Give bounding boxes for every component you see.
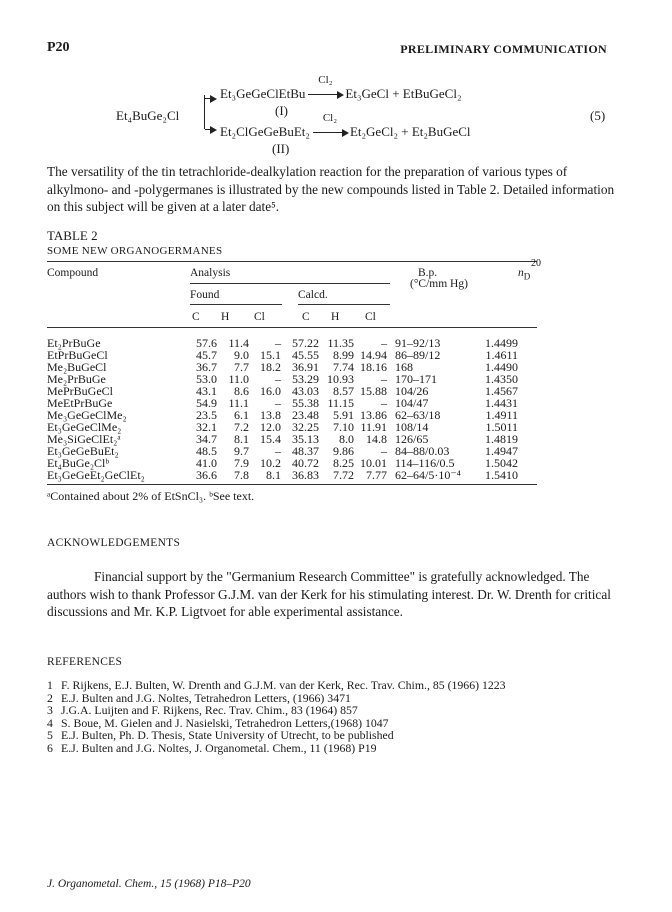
bottom-reaction [220,112,471,140]
calcd-rule [298,304,390,305]
top-reagent: Cl₂ [318,74,333,86]
cell-nd: 1.4911 [485,408,518,422]
cell-ch: 7.72 [333,468,354,482]
cell-compound: Me₃SiGeClEt₂ᵃ [47,432,121,446]
cell-nd: 1.4431 [485,396,518,410]
cell-fcl: 15.1 [260,348,281,362]
cell-cc: 36.83 [292,468,319,482]
table-bottom-rule [47,484,537,485]
cell-ccl: – [381,336,387,350]
cell-bp: 168 [395,360,413,374]
cell-compound: Et₃GeGeEt₂GeClEt₂ [47,468,145,482]
col-nd: $n_D$ [518,267,531,282]
cell-ccl: 14.8 [366,432,387,446]
cell-fh: 7.7 [234,360,249,374]
cell-fcl: 12.0 [260,420,281,434]
references-list [47,679,506,755]
cell-cc: 45.55 [292,348,319,362]
reference-number: 1 [47,678,53,692]
cell-fh: 7.9 [234,456,249,470]
equation-number: (5) [590,108,606,123]
cell-nd: 1.5410 [485,468,518,482]
table-body [47,337,518,481]
cell-compound: Me₃GeGeClMe₂ [47,408,127,422]
bottom-reagent-arrow [313,112,347,140]
reference-number: 3 [47,703,53,718]
reference-text: E.J. Bulten and J.G. Noltes, J. Organometal. Chem., 11 (1968) P19 [61,740,377,755]
reference-number: 4 [47,715,53,730]
col-calcd: Calcd. [298,289,328,301]
cell-bp: 114–116/0.5 [395,456,455,470]
col-bp: B.p. [418,267,438,279]
table-subtitle: SOME NEW ORGANOGERMANES [47,245,223,257]
table-row [47,361,518,373]
cell-nd: 1.4947 [485,444,518,458]
branch-arrow-bottom [205,129,215,130]
top-result: Et₃GeCl + EtBuGeCl₂ [345,86,462,101]
reference-number: 2 [47,690,53,705]
cell-nd: 1.4350 [485,372,518,386]
cell-ch: 10.93 [327,372,354,386]
branch-arrow-top [205,98,215,99]
bottom-result: Et₂GeCl₂ + Et₂BuGeCl [349,124,471,139]
cell-nd: 1.4611 [485,348,518,362]
analysis-rule [190,283,390,284]
col-found-c: C [192,311,200,323]
table-top-rule [47,261,537,262]
cell-fc: 36.6 [196,468,217,482]
cell-fh: 8.6 [234,384,249,398]
cell-fcl: – [275,336,281,350]
col-found-h: H [221,311,230,323]
cell-fh: 8.1 [234,432,249,446]
intro-paragraph: The versatility of the tin tetrachloride-dealkylation reaction for the preparation of various types of alkylmono- and -polygermanes is illustrated by the new compounds listed in Table 2. Detailed information on this subject will be given at a later date⁵. [47,164,615,214]
cell-bp: 170–171 [395,372,437,386]
col-compound: Compound [47,267,99,279]
cell-ch: 11.35 [327,336,354,350]
table-row [47,373,518,385]
cell-compound: EtPrBuGeCl [47,348,108,362]
table-row [47,349,518,361]
cell-fh: 9.0 [234,348,249,362]
cell-fc: 53.0 [196,372,217,386]
cell-cc: 23.48 [292,408,319,422]
cell-ch: 5.91 [333,408,354,422]
cell-fcl: 16.0 [260,384,281,398]
cell-ch: 8.0 [339,432,354,446]
cell-fc: 32.1 [196,420,217,434]
cell-ccl: 18.16 [360,360,387,374]
cell-bp: 126/65 [395,432,429,446]
cell-ch: 11.15 [327,396,354,410]
cell-compound: Et₃GeGeClMe₂ [47,420,122,434]
cell-compound: MeEtPrBuGe [47,396,113,410]
cell-fh: 11.1 [228,396,249,410]
cell-cc: 53.29 [292,372,319,386]
cell-fcl: 10.2 [260,456,281,470]
cell-compound: Et₃GeGeBuEt₂ [47,444,119,458]
cell-compound: Me₂BuGeCl [47,360,107,374]
reference-text: J.G.A. Luijten and F. Rijkens, Rec. Trav. Chim., 83 (1964) 857 [61,703,358,718]
cell-fc: 23.5 [196,408,217,422]
top-reagent-arrow [308,74,342,102]
cell-ccl: 10.01 [360,456,387,470]
col-found: Found [190,289,220,301]
ack-heading: ACKNOWLEDGEMENTS [47,537,181,549]
col-calcd-h: H [331,311,340,323]
cell-nd: 1.4567 [485,384,518,398]
cell-bp: 84–88/0.03 [395,444,450,458]
reference-number: 6 [47,740,53,755]
cell-fc: 43.1 [196,384,217,398]
cell-fcl: – [275,372,281,386]
cell-fc: 57.6 [196,336,217,350]
cell-ccl: 13.86 [360,408,387,422]
references-heading: REFERENCES [47,656,123,668]
nd-temperature: 20 [531,258,541,269]
cell-fh: 7.2 [234,420,249,434]
cell-bp: 104/26 [395,384,429,398]
cell-nd: 1.4499 [485,336,518,350]
top-product: Et₃GeGeClEtBu [220,86,306,101]
cell-ch: 8.99 [333,348,354,362]
reactant: Et₄BuGe₂Cl [116,108,180,123]
table-row [47,337,518,349]
cell-fc: 34.7 [196,432,217,446]
found-rule [190,304,282,305]
cell-fc: 45.7 [196,348,217,362]
reference-item [47,742,506,755]
top-reaction [220,74,462,102]
cell-fh: 6.1 [234,408,249,422]
page-number: P20 [47,40,70,55]
cell-fh: 11.4 [228,336,249,350]
cell-ccl: – [381,372,387,386]
table-header-rule [47,327,537,328]
cell-ch: 7.10 [333,420,354,434]
cell-fh: 9.7 [234,444,249,458]
reference-text: S. Boue, M. Gielen and J. Nasielski, Tetrahedron Letters,(1968) 1047 [61,715,389,730]
col-calcd-c: C [302,311,310,323]
cell-ch: 8.57 [333,384,354,398]
cell-ch: 8.25 [333,456,354,470]
cell-nd: 1.5011 [485,420,518,434]
cell-cc: 32.25 [292,420,319,434]
table-title: TABLE 2 [47,228,98,243]
cell-fcl: 15.4 [260,432,281,446]
cell-nd: 1.4490 [485,360,518,374]
cell-ccl: 14.94 [360,348,387,362]
col-bp-unit: (°C/mm Hg) [410,278,468,290]
journal-footer: J. Organometal. Chem., 15 (1968) P18–P20 [47,878,251,890]
cell-compound: MePrBuGeCl [47,384,113,398]
cell-fcl: – [275,396,281,410]
reference-text: F. Rijkens, E.J. Bulten, W. Drenth and G.J.M. van der Kerk, Rec. Trav. Chim., 85 (1966) 1223 [61,678,506,692]
bottom-reagent: Cl₂ [322,112,338,124]
ack-paragraph: Financial support by the "Germanium Research Committee" is gratefully acknowledged. The authors wish to thank Professor G.J.M. van der Kerk for his stimulating interest. Dr. W. Drenth for critical discussions and Mr. K.P. Ligtvoet for able experimental assistance. [47,569,611,619]
cell-nd: 1.4819 [485,432,518,446]
cell-compound: Et₄BuGe₂Clᵇ [47,456,110,470]
cell-cc: 55.38 [292,396,319,410]
cell-fh: 11.0 [228,372,249,386]
cell-fc: 48.5 [196,444,217,458]
cell-fc: 36.7 [196,360,217,374]
reference-number: 5 [47,728,53,743]
col-analysis: Analysis [190,267,231,279]
cell-ccl: 15.88 [360,384,387,398]
cell-nd: 1.5042 [485,456,518,470]
cell-cc: 36.91 [292,360,319,374]
cell-cc: 35.13 [292,432,319,446]
table-footnote: ᵃContained about 2% of EtSnCl₃. ᵇSee text. [47,489,255,503]
running-header: PRELIMINARY COMMUNICATION [400,42,607,56]
cell-bp: 86–89/12 [395,348,441,362]
cell-cc: 57.22 [292,336,319,350]
compound-label-II: (II) [272,141,290,156]
compound-label-I: (I) [275,103,288,118]
cell-fh: 7.8 [234,468,249,482]
cell-ccl: – [381,396,387,410]
cell-ch: 7.74 [333,360,354,374]
cell-fcl: – [275,444,281,458]
table-row [47,385,518,397]
cell-bp: 104/47 [395,396,429,410]
table-row [47,469,518,481]
cell-ccl: – [381,444,387,458]
cell-compound: Me₂PrBuGe [47,372,106,386]
cell-ccl: 7.77 [366,468,387,482]
cell-fc: 54.9 [196,396,217,410]
cell-cc: 40.72 [292,456,319,470]
cell-bp: 62–64/5·10⁻⁴ [395,468,461,482]
col-calcd-cl: Cl [365,311,376,323]
bottom-product: Et₂ClGeGeBuEt₂ [220,124,310,139]
cell-ch: 9.86 [333,444,354,458]
cell-fcl: 13.8 [260,408,281,422]
cell-bp: 91–92/13 [395,336,441,350]
cell-compound: Et₂PrBuGe [47,336,101,350]
cell-fc: 41.0 [196,456,217,470]
cell-cc: 48.37 [292,444,319,458]
cell-fcl: 18.2 [260,360,281,374]
cell-ccl: 11.91 [360,420,387,434]
cell-bp: 62–63/18 [395,408,441,422]
cell-fcl: 8.1 [266,468,281,482]
reference-text: E.J. Bulten, Ph. D. Thesis, State University of Utrecht, to be published [61,728,394,743]
col-found-cl: Cl [254,311,265,323]
cell-bp: 108/14 [395,420,429,434]
reference-text: E.J. Bulten and J.G. Noltes, Tetrahedron Letters, (1966) 3471 [61,690,351,705]
cell-cc: 43.03 [292,384,319,398]
